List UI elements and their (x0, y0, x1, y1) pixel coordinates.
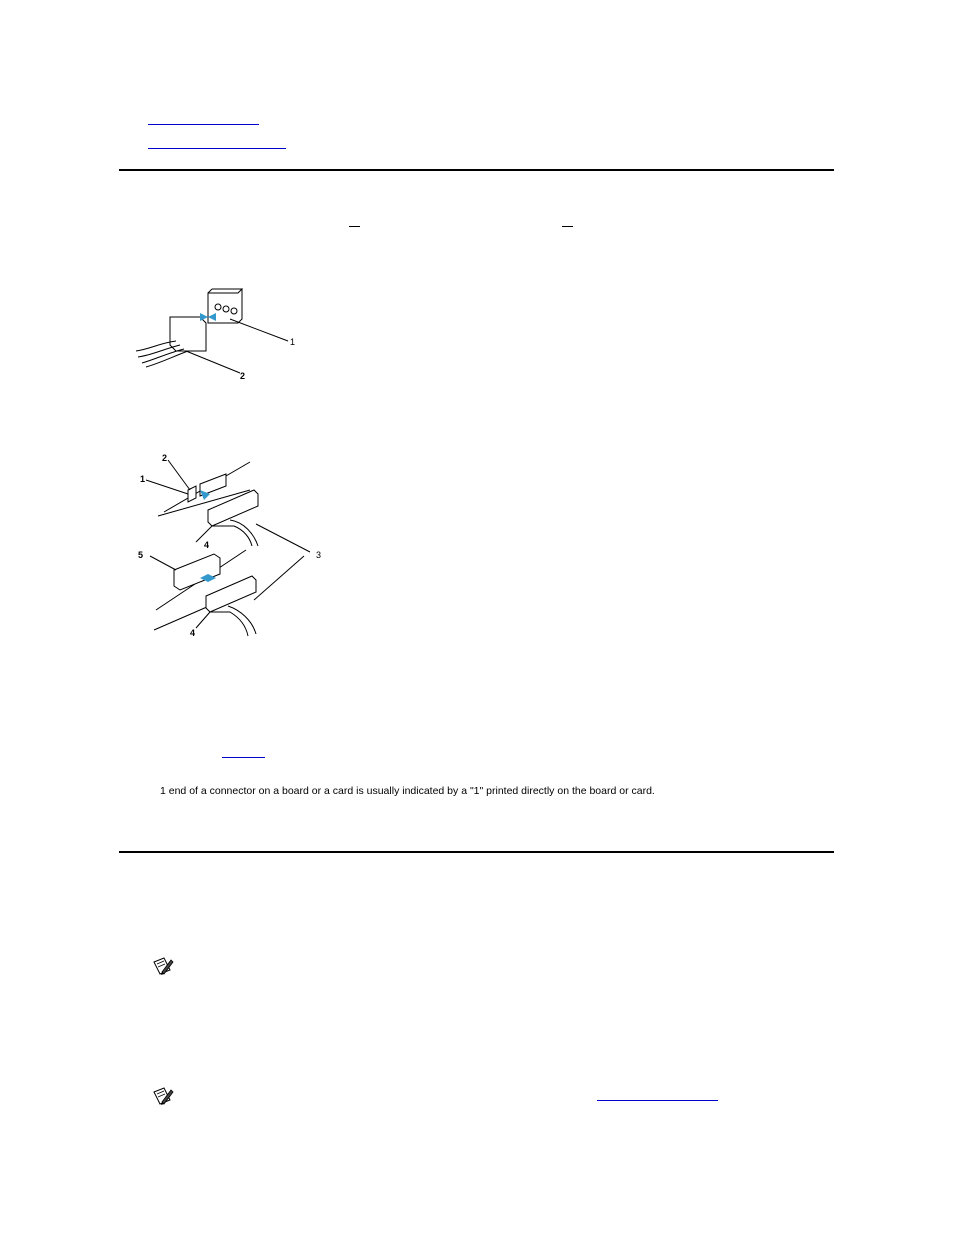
section-divider-top (119, 169, 834, 171)
text-dash-mark (562, 226, 573, 227)
section-divider-bottom (119, 851, 834, 853)
figure2-callout-5: 5 (138, 550, 144, 560)
pin-1-footnote: 1 end of a connector on a board or a card is usually indicated by a "1" printed directly on the board or card. (160, 785, 655, 797)
inline-link-2[interactable] (597, 1098, 718, 1101)
figure1-callout-2: 2 (240, 371, 246, 381)
figure2-callout-2: 2 (162, 453, 168, 463)
figure1-callout-1: 1 (290, 337, 296, 347)
power-connector-figure (130, 285, 310, 385)
figure2-callout-4b: 4 (190, 628, 196, 638)
figure2-callout-3: 3 (316, 550, 322, 560)
text-dash-mark (349, 226, 360, 227)
nav-link-2[interactable] (148, 146, 286, 149)
nav-link-1[interactable] (148, 122, 259, 125)
inline-link-1[interactable] (222, 755, 265, 758)
note-pencil-icon (152, 956, 174, 976)
interface-connector-figure (134, 450, 334, 650)
note-pencil-icon (152, 1086, 174, 1106)
figure2-callout-1: 1 (140, 474, 146, 484)
figure2-callout-4a: 4 (204, 540, 210, 550)
